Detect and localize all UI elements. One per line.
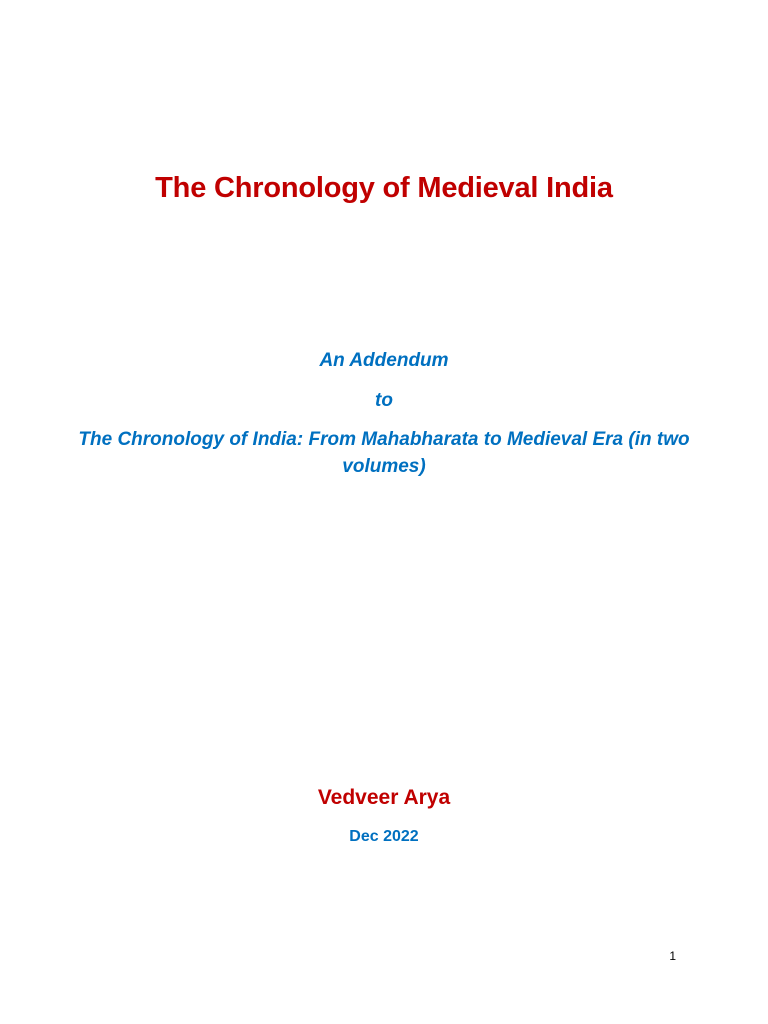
subtitle-parent-work: The Chronology of India: From Mahabharata to Medieval Era (in two volumes) — [78, 429, 690, 477]
document-title: The Chronology of Medieval India — [155, 172, 613, 204]
author-name: Vedveer Arya — [317, 786, 451, 809]
page-number: 1 — [669, 949, 676, 963]
subtitle-addendum: An Addendum — [319, 350, 449, 371]
publication-date: Dec 2022 — [349, 828, 419, 845]
subtitle-to: to — [375, 390, 393, 411]
